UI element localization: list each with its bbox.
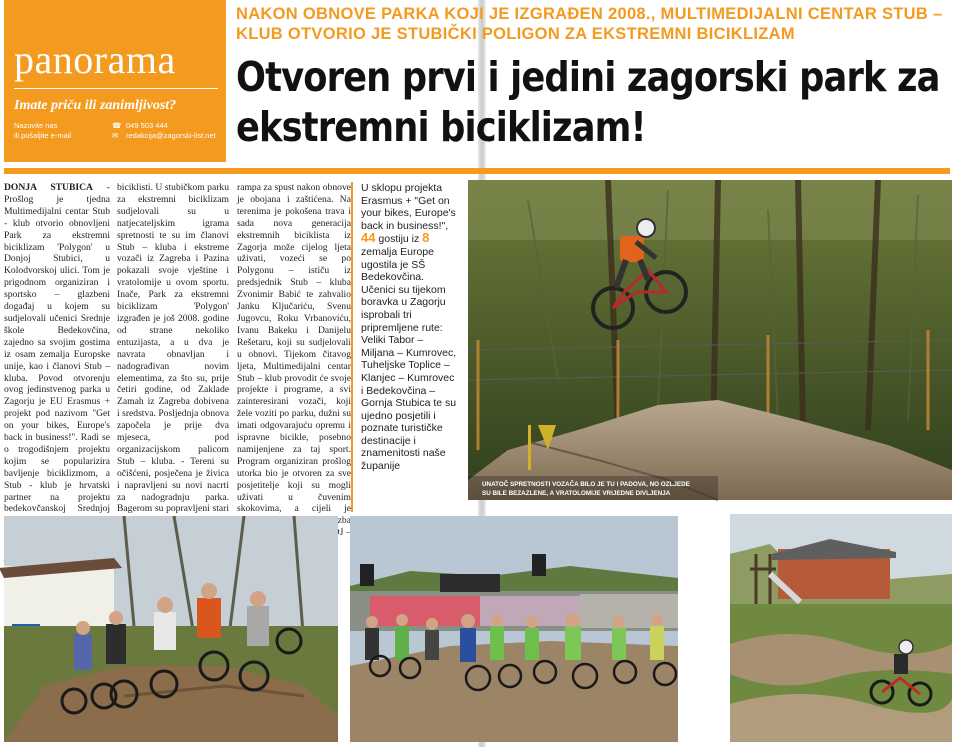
box-number-guests: 44	[361, 230, 376, 246]
article-column-1	[4, 182, 110, 515]
article-title: Otvoren prvi i jedini zagorski park za ekstremni biciklizam!	[236, 53, 940, 151]
photo-crowd-drawing	[350, 516, 678, 742]
article-kicker: NAKON OBNOVE PARKA KOJI JE IZGRAĐEN 2008., MULTIMEDIJALNI CENTAR STUB – KLUB OTVORIO JE STUBIČKI POLIGON ZA EKSTREMNI BICIKLIZAM	[236, 5, 943, 43]
box-intro: U sklopu projekta Erasmus + "Get on your bikes, Europe's back in business!",	[361, 182, 456, 232]
photo-track-drawing	[730, 514, 952, 742]
article-column-2: biciklisti. U stubičkom parku za ekstremni biciklizam sudjelovali su u natjecateljskim igrama spretnosti te su im članovi Stub – kluba i ekstreme vozači iz Zagreba i Pazina pokazali svoje vještine i vratolomije u ovom sportu. Inače, Park za ekstremni biciklizam 'Polygon' izgrađen je još 2008. godine od strane nekoliko entuzijasta, a u dva je navrata obnavljan i nadograđivan novim elementima, za što su, prije četiri godine, od Zaklade Zamah iz Zagreba dobivena i sredstva. Posljednja obnova započela je prije dva mjeseca, pod organizacijskom palicom Stub – kluba. - Tereni su očišćeni, posječena je živica i napravljeni su novi nacrti za nadogradnju parka. Bagerom su popravljeni stari	[117, 182, 229, 515]
badge-mail-label: ili pošaljite e-mail	[14, 131, 72, 140]
photo-crowd	[350, 516, 678, 742]
badge-email: redakcija@zagorski-list.net	[126, 131, 216, 140]
photo-group-bikes-drawing	[4, 516, 338, 742]
photo-rider-jump-drawing	[468, 180, 952, 500]
photo-caption-line-2: SU BILE BEZAZLENE, A VRATOLOMIJE VRIJEDNE DIVLJENJA	[482, 490, 671, 497]
orange-rule	[4, 168, 950, 174]
box-rest: zemalja Europe ugostila je SŠ Bedekovčina. Učenici su tijekom boravka u Zagorju isprobali tri pripremljene rute: Veliki Tabor – Miljana – Kumrovec, Tuheljske Toplice – Klanjec – Kumrovec i Bedekovčina – Gornja Stubica te su ujedno posjetili i poznate turističke destinacije i znamenitosti naše županije	[361, 245, 457, 473]
photo-track	[730, 514, 952, 742]
sidebar-box	[351, 182, 457, 512]
photo-rider-jump	[468, 180, 952, 500]
section-logo: panorama	[14, 37, 176, 82]
box-number-countries: 8	[422, 230, 430, 246]
phone-icon: ☎	[112, 121, 122, 130]
dateline: DONJA STUBICA	[4, 182, 93, 193]
badge-call-label: Nazovite nas	[14, 121, 58, 130]
article-column-3: rampa za spust nakon obnove je obojana i zaštićena. Na terenima je pokošena trava i sada nova generacija ekstremnih biciklista iz Zagorja može cijelog ljeta uživati, vozeći se po Polygonu – ističu iz predsjednik Stub – kluba Zvonimir Babić te zahvalio Janku Ključariću, Svenu Jugovcu, Roku Vrbanoviću, Ivanu Bakeku i Danijelu Rešetaru, koji su sudjelovali u obnovi. Tijekom čitavog ljeta, Multimedijalni centar Stub – klub provodit će svoje projekte i programe, a svi zainteresirani vozači, koji žele voziti po parku, dužni su imati odgovarajuću opremu i ispravne bicikle, posebno namijenjene za taj sport. Program organiziran prošlog utorka bio je otvoren za sve posjetitelje koji su mogli uživati u čuvenim skokovima, a cijeli je glazba DJ –	[237, 182, 351, 539]
photo-group-bikes	[4, 516, 338, 742]
column-1-text: - Prošlog je tjedna Multimedijalni centar Stub - klub otvorio obnovljeni Park za ekstremni biciklizam 'Polygon' u Donjoj Stubici, u Kolodvorskoj ulici. Tom je prigodnom organiziran i sportsko – glazbeni događaj u kojem su sudjelovali učenici Srednje škole Bedekovčina, zajedno sa svojim gostima iz osam zemalja Europske unije, kao i članovi Stub – kluba. Povod otvorenju ovog jedinstvenog parka u Zagorju je EU Erasmus + projekt pod nazivom "Get on your bikes, Europe's back in business!". Radi se o trogodišnjem projektu kojim se popularizira bavljenje biciklizmom, a Stub - klub je hrvatski partner na projektu bedekovčanskoj Srednjoj	[4, 182, 110, 515]
badge-question: Imate priču ili zanimljivost?	[14, 98, 177, 113]
badge-phone: 049 503 444	[126, 121, 168, 130]
photo-caption-line-1: UNATOČ SPRETNOSTI VOZAČA BILO JE TU I PADOVA, NO OZLJEDE	[482, 481, 690, 488]
badge-divider	[14, 88, 218, 89]
mail-icon: ✉	[112, 131, 119, 140]
box-mid: gostiju iz	[375, 233, 423, 246]
